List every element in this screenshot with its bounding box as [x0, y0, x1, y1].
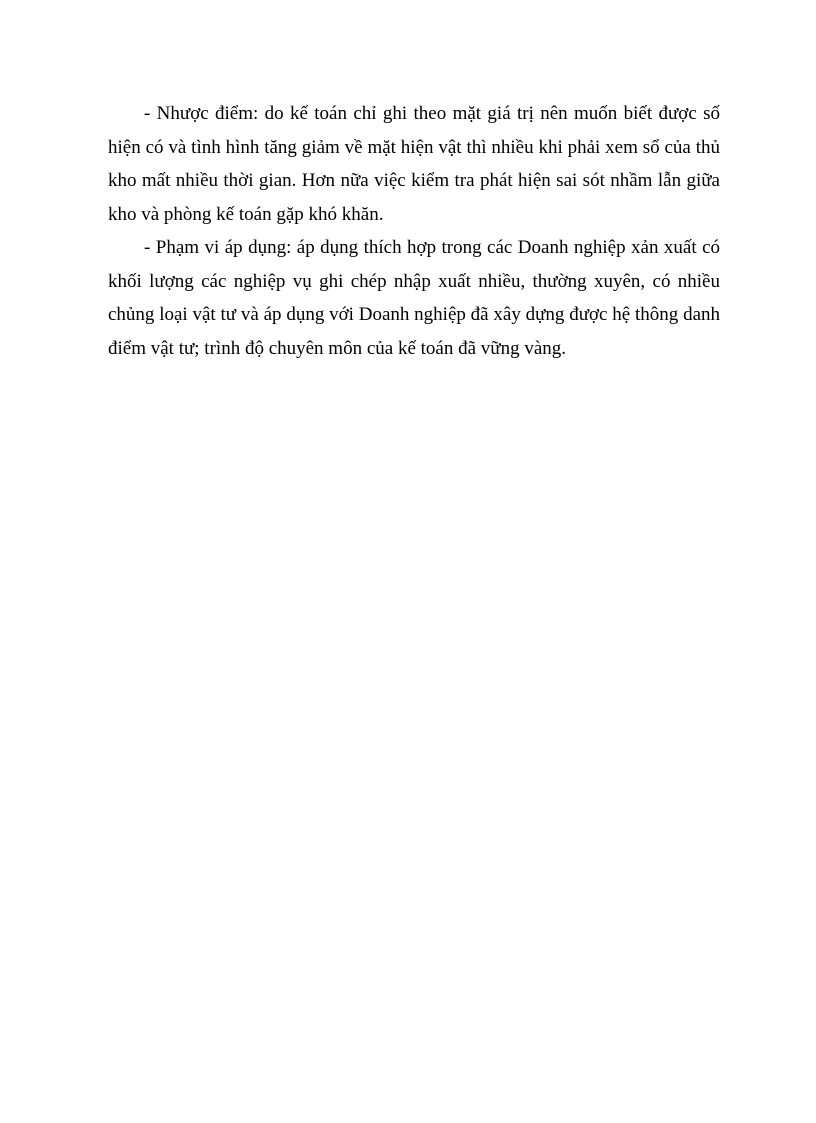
document-body — [108, 97, 720, 365]
paragraph-scope-of-application: - Phạm vi áp dụng: áp dụng thích hợp trong các Doanh nghiệp xản xuất có khối lượng các nghiệp vụ ghi chép nhập xuất nhiều, thường xuyên, có nhiều chủng loại vật tư và áp dụng với Doanh nghiệp đã xây dựng được hệ thông danh điểm vật tư; trình độ chuyên môn của kế toán đã vững vàng. — [108, 237, 720, 359]
paragraph-disadvantages: - Nhược điểm: do kế toán chỉ ghi theo mặt giá trị nên muốn biết được số hiện có và tình hình tăng giảm về mặt hiện vật thì nhiều khi phải xem sổ của thủ kho mất nhiều thời gian. Hơn nữa việc kiểm tra phát hiện sai sót nhầm lẫn giữa kho và phòng kế toán gặp khó khăn. — [108, 103, 720, 225]
